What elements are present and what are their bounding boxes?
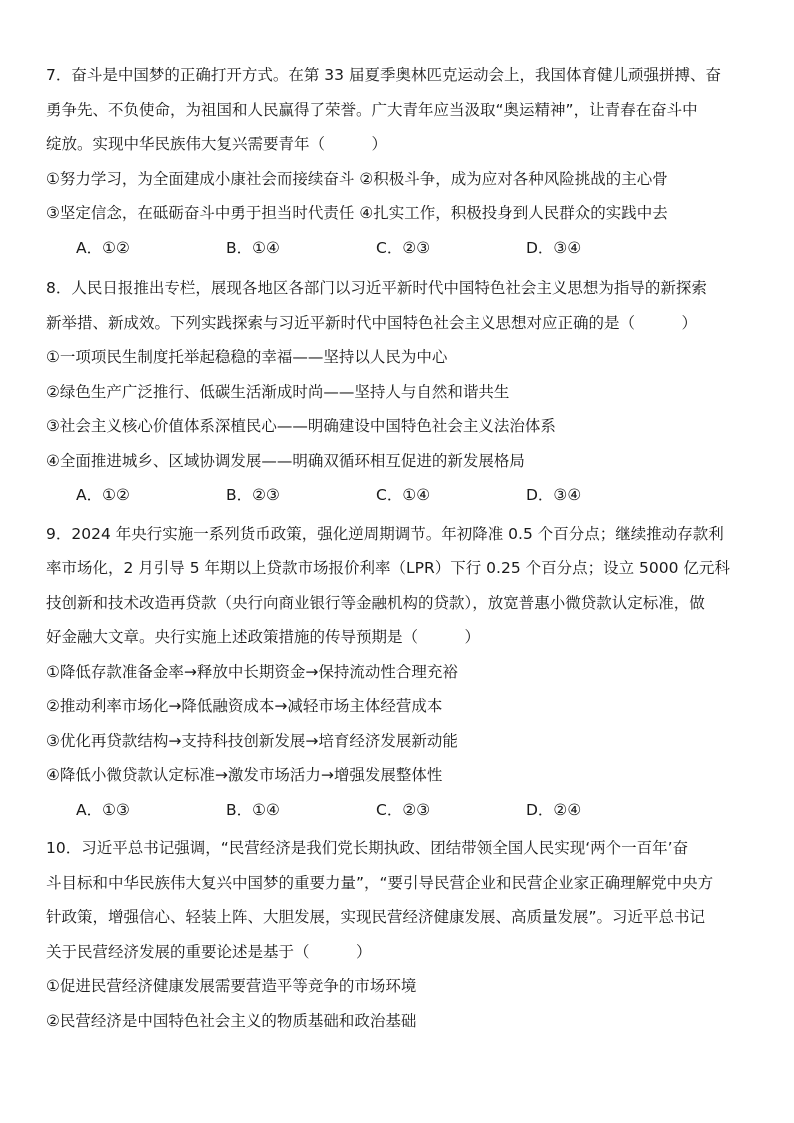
question-7-stem-line-3: 绽放。实现中华民族伟大复兴需要青年（ ）	[46, 135, 388, 153]
question-7-statements-line-2: ③坚定信念，在砥砺奋斗中勇于担当时代责任 ④扎实工作，积极投身到人民群众的实践中去	[46, 204, 668, 222]
question-9-stem-line-4: 好金融大文章。央行实施上述政策措施的传导预期是（ ）	[46, 628, 481, 646]
question-8-choice-b[interactable]: B．②③	[226, 486, 280, 504]
question-7-statements-line-1: ①努力学习，为全面建成小康社会而接续奋斗 ②积极斗争，成为应对各种风险挑战的主心骨	[46, 169, 668, 188]
question-8-statement-3: ③社会主义核心价值体系深植民心——明确建设中国特色社会主义法治体系	[46, 417, 556, 435]
question-9-stem-line-2: 率市场化，2 月引导 5 年期以上贷款市场报价利率（LPR）下行 0.25 个百分点；设立 5000 亿元科	[46, 559, 730, 577]
question-10-stem-line-3: 针政策，增强信心、轻装上阵、大胆发展，实现民营经济健康发展、高质量发展”。习近平总书记	[46, 908, 706, 926]
question-9-choice-b[interactable]: B．①④	[226, 800, 280, 819]
question-8-choices	[46, 478, 758, 513]
question-9-stem-line-1: 9．2024 年央行实施一系列货币政策，强化逆周期调节。年初降准 0.5 个百分点；继续推动存款利	[46, 524, 724, 543]
question-9	[46, 517, 758, 828]
question-10-stem-line-2: 斗目标和中华民族伟大复兴中国梦的重要力量”，“要引导民营企业和民营企业家正确理解党中央方	[46, 873, 714, 892]
question-8-statement-1: ①一项项民生制度托举起稳稳的幸福——坚持以人民为中心	[46, 348, 448, 366]
question-7-stem-line-2: 勇争先、不负使命，为祖国和人民赢得了荣誉。广大青年应当汲取“奥运精神”，让青春在奋斗中	[46, 100, 698, 119]
question-7	[46, 58, 758, 265]
question-8-stem-line-1: 8．人民日报推出专栏，展现各地区各部门以习近平新时代中国特色社会主义思想为指导的新探索	[46, 279, 707, 297]
question-9-choice-d[interactable]: D．②④	[526, 800, 582, 819]
question-8	[46, 271, 758, 513]
question-9-choice-c[interactable]: C．②③	[376, 800, 431, 819]
question-8-statement-4: ④全面推进城乡、区域协调发展——明确双循环相互促进的新发展格局	[46, 451, 525, 470]
question-7-choice-d[interactable]: D．③④	[526, 238, 582, 257]
question-9-statement-1: ①降低存款准备金率→释放中长期资金→保持流动性合理充裕	[46, 662, 458, 681]
question-9-statement-2: ②推动利率市场化→降低融资成本→减轻市场主体经营成本	[46, 697, 443, 715]
question-7-choices	[46, 231, 758, 266]
question-9-choices	[46, 793, 758, 828]
question-9-statement-3: ③优化再贷款结构→支持科技创新发展→培育经济发展新动能	[46, 731, 458, 750]
question-10-stem-line-1: 10．习近平总书记强调，“民营经济是我们党长期执政、团结带领全国人民实现‘两个一百年’奋	[46, 839, 689, 857]
question-9-statement-4: ④降低小微贷款认定标准→激发市场活力→增强发展整体性	[46, 766, 443, 784]
question-8-choice-d[interactable]: D．③④	[526, 486, 582, 504]
question-7-stem-line-1: 7．奋斗是中国梦的正确打开方式。在第 33 届夏季奥林匹克运动会上，我国体育健儿顽强拼搏、奋	[46, 66, 721, 84]
question-10-stem-line-4: 关于民营经济发展的重要论述是基于（ ）	[46, 942, 372, 961]
question-8-statement-2: ②绿色生产广泛推行、低碳生活渐成时尚——坚持人与自然和谐共生	[46, 382, 510, 401]
question-9-choice-a[interactable]: A．①③	[76, 800, 130, 819]
question-8-choice-a[interactable]: A．①②	[76, 486, 130, 504]
question-10-statement-1: ①促进民营经济健康发展需要营造平等竞争的市场环境	[46, 977, 417, 995]
question-7-choice-b[interactable]: B．①④	[226, 238, 280, 257]
question-8-stem-line-2: 新举措、新成效。下列实践探索与习近平新时代中国特色社会主义思想对应正确的是（ ）	[46, 313, 698, 332]
question-10-statement-2: ②民营经济是中国特色社会主义的物质基础和政治基础	[46, 1011, 417, 1030]
question-7-choice-c[interactable]: C．②③	[376, 238, 431, 257]
question-7-choice-a[interactable]: A．①②	[76, 238, 130, 257]
question-8-choice-c[interactable]: C．①④	[376, 486, 431, 504]
question-10	[46, 831, 758, 1038]
question-9-stem-line-3: 技创新和技术改造再贷款（央行向商业银行等金融机构的贷款），放宽普惠小微贷款认定标准，做	[46, 593, 705, 612]
questions-area	[46, 58, 758, 1038]
